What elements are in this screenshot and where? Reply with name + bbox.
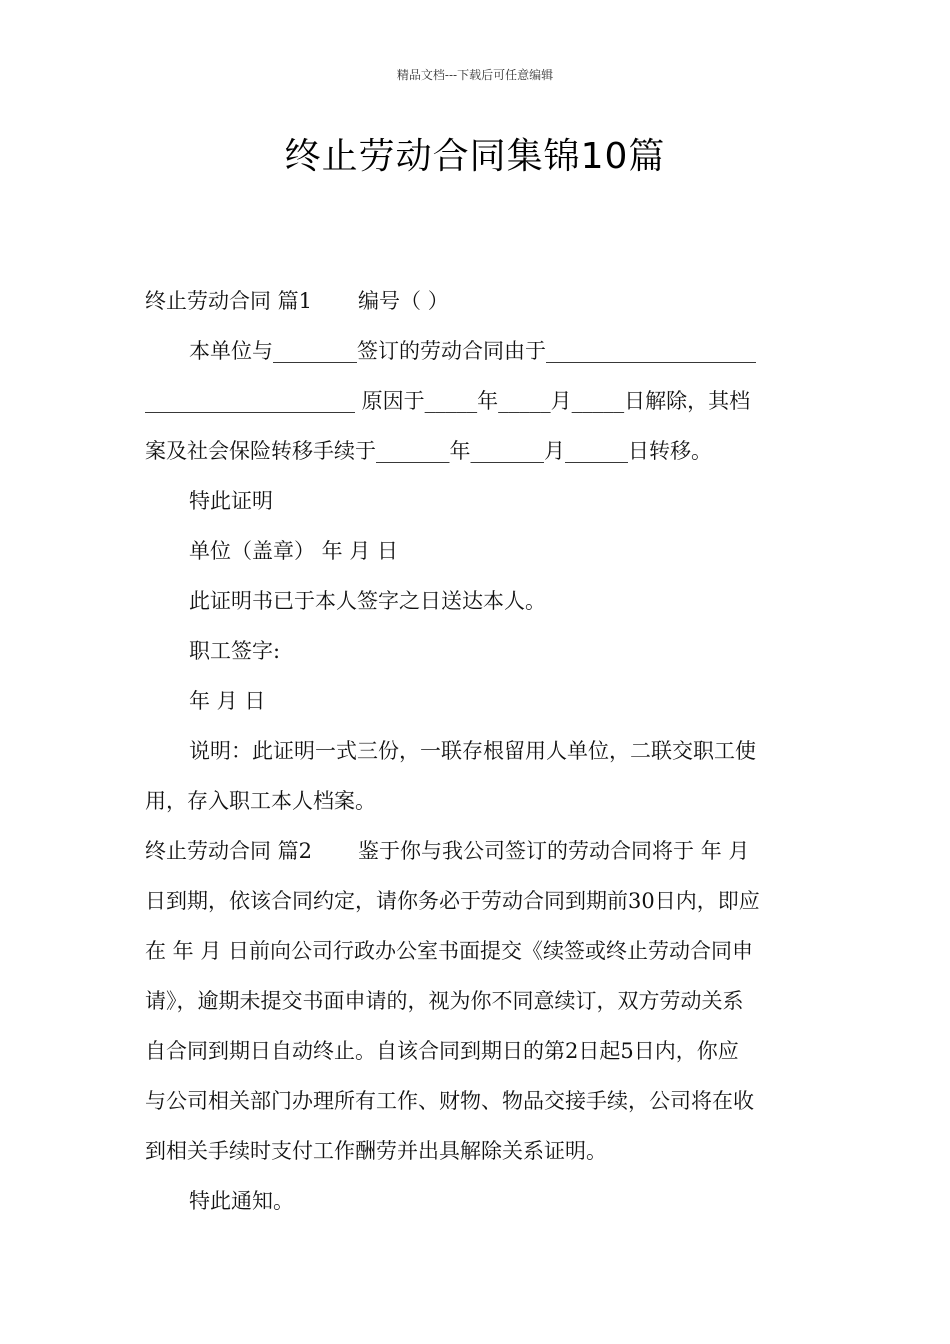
section1-delivered: 此证明书已于本人签字之日送达本人。 [189,589,546,613]
section1-heading: 终止劳动合同 篇1 [145,289,313,313]
section1-paragraph-line-1: 本单位与________签订的劳动合同由于____________________ [189,339,756,363]
section1-date: 年 月 日 [189,689,266,713]
header-note: 精品文档---下载后可任意编辑 [396,68,554,82]
section2-paragraph-line: 到相关手续时支付工作酬劳并出具解除关系证明。 [145,1139,607,1163]
section1-unit-seal: 单位（盖章） 年 月 日 [189,539,399,563]
section1-note-line-1: 说明：此证明一式三份，一联存根留用人单位，二联交职工使 [189,739,756,763]
section2-heading-line [145,826,810,876]
section2-notice: 特此通知。 [189,1189,294,1213]
section1-paragraph-line-2: ____________________ 原因于_____年_____月_____日解除，其档 [145,389,751,413]
section1-number-label: 编号（ ） [358,289,449,313]
section2-paragraph-line: 在 年 月 日前向公司行政办公室书面提交《续签或终止劳动合同申 [145,939,754,963]
section2-paragraph-line: 日到期，依该合同约定，请你务必于劳动合同到期前30日内，即应 [145,889,760,913]
section1-note-line-2: 用，存入职工本人档案。 [145,789,376,813]
section1-paragraph-line-3: 案及社会保险转移手续于_______年_______月______日转移。 [145,439,712,463]
document-body [145,276,810,1226]
document-title: 终止劳动合同集锦10篇 [284,136,666,177]
section2-paragraph-line: 与公司相关部门办理所有工作、财物、物品交接手续，公司将在收 [145,1089,754,1113]
section2-paragraph-line: 自合同到期日自动终止。自该合同到期日的第2日起5日内，你应 [145,1039,739,1063]
section2-paragraph-line: 请》，逾期未提交书面申请的，视为你不同意续订，双方劳动关系 [145,989,744,1013]
section2-heading: 终止劳动合同 篇2 [145,839,313,863]
section1-heading-line [145,276,810,326]
section1-hereby: 特此证明 [189,489,273,513]
section1-employee-sign: 职工签字: [189,639,281,663]
section2-first-line-rest: 鉴于你与我公司签订的劳动合同将于 年 月 [358,839,750,863]
